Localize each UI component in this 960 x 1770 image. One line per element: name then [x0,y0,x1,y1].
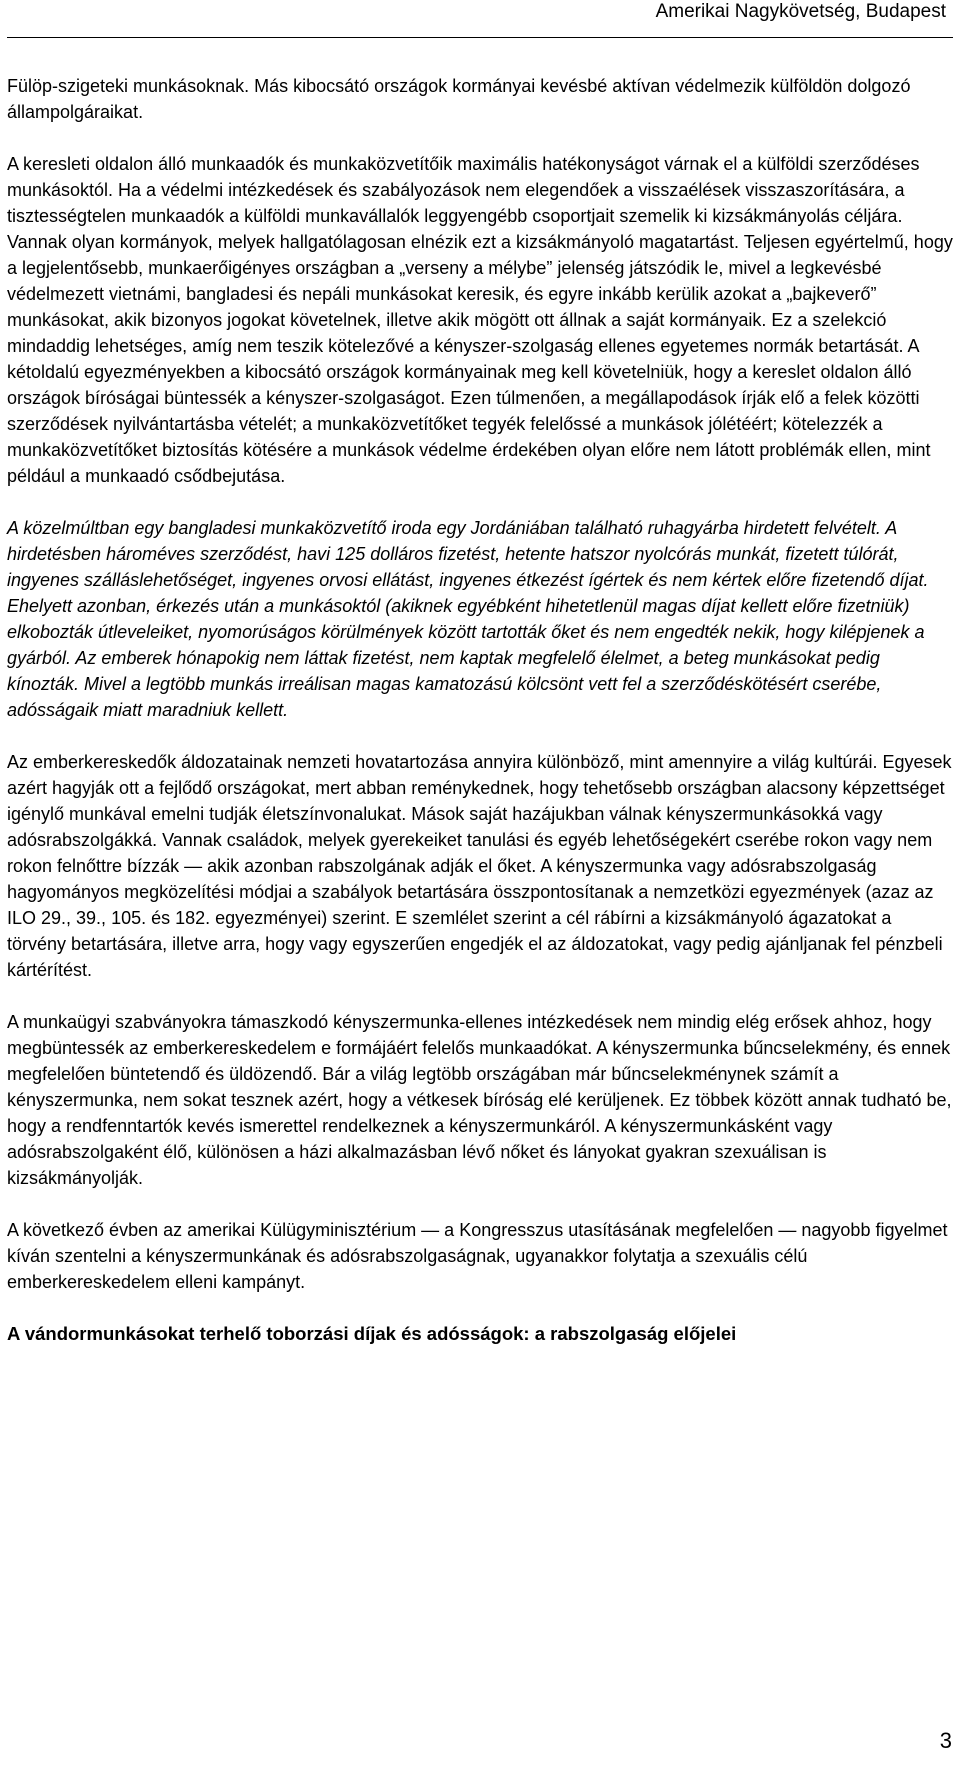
paragraph-6: A következő évben az amerikai Külügyminisztérium — a Kongresszus utasításának megfelelően — nagyobb figyelmet kíván szentelni a kényszermunkának és adósrabszolgaságnak, ugyanakkor folytatja a szexuális célú emberkereskedelem elleni kampányt. [7,1220,948,1292]
paragraph-1: Fülöp-szigeteki munkásoknak. Más kibocsátó országok kormányai kevésbé aktívan védelmezik külföldön dolgozó állampolgáraikat. [7,76,911,122]
paragraph-3-italic-example: A közelmúltban egy bangladesi munkaközvetítő iroda egy Jordániában található ruhagyárba hirdetett felvételt. A hirdetésben hároméves szerződést, havi 125 dolláros fizetést, hetente hatszor nyolcórás munkát, fizetett túlórát, ingyenes szálláslehetőséget, ingyenes orvosi ellátást, ingyenes étkezést ígértek és nem kértek előre fizetendő díjat. Ehelyett azonban, érkezés után a munkásoktól (akiknek egyébként hihetetlenül magas díjat kellett előre fizetniük) elkobozták útleveleiket, nyomorúságos körülmények között tartották őket és nem engedték nekik, hogy kilépjenek a gyárból. Az emberek hónapokig nem láttak fizetést, nem kaptak megfelelő élelmet, a beteg munkásokat pedig kínozták. Mivel a legtöbb munkás irreálisan magas kamatozású kölcsönt vett fel a szerződéskötésért cserébe, adósságaik miatt maradniuk kellett. [7,518,929,720]
paragraph-2: A keresleti oldalon álló munkaadók és munkaközvetítőik maximális hatékonyságot várnak el a külföldi szerződéses munkásoktól. Ha a védelmi intézkedések és szabályozások nem elegendőek a visszaélések visszaszorítására, a tisztességtelen munkaadók a külföldi munkavállalók leggyengébb csoportjait szemelik ki kizsákmányolás céljára. Vannak olyan kormányok, melyek hallgatólagosan elnézik ezt a kizsákmányoló magatartást. Teljesen egyértelmű, hogy a legjelentősebb, munkaerőigényes országban a „verseny a mélybe” jelenség játszódik le, mivel a legkevésbé védelmezett vietnámi, bangladesi és nepáli munkásokat keresik, és egyre inkább kerülik azokat a „bajkeverő” munkásokat, akik bizonyos jogokat követelnek, illetve akik mögött ott állnak a saját kormányaik. Ez a szelekció mindaddig lehetséges, amíg nem teszik kötelezővé a kényszer-szolgaság ellenes egyetemes normák betartását. A kétoldalú egyezményekben a kibocsátó országok kormányainak meg kell követelniük, hogy a kereslet oldalon álló országok bíróságai büntessék a kényszer-szolgaságot. Ezen túlmenően, a megállapodások írják elő a felek közötti szerződések nyilvántartásba vételét; a munkaközvetítőket tegyék felelőssé a munkások jólétéért; kötelezzék a munkaközvetítőket biztosítás kötésére a munkások védelme érdekében olyan előre nem látott problémák ellen, mint például a munkaadó csődbejutása. [7,154,953,486]
document-body [7,73,953,1373]
running-header: Amerikai Nagykövetség, Budapest [655,1,946,22]
paragraph-5: A munkaügyi szabványokra támaszkodó kényszermunka-ellenes intézkedések nem mindig elég erősek ahhoz, hogy megbüntessék az emberkereskedelem e formájáért felelős munkaadókat. A kényszermunka bűncselekmény, és ennek megfelelően büntetendő és üldözendő. Bár a világ legtöbb országában már bűncselekménynek számít a kényszermunka, nem sokat tesznek azért, hogy a vétkesek bíróság elé kerüljenek. Ez többek között annak tudható be, hogy a rendfenntartók kevés ismerettel rendelkeznek a kényszermunkáról. A kényszermunkásként vagy adósrabszolgaként élő, különösen a házi alkalmazásban lévő nőket és lányokat gyakran szexuálisan is kizsákmányolják. [7,1012,952,1188]
section-heading: A vándormunkásokat terhelő toborzási díjak és adósságok: a rabszolgaság előjelei [7,1323,737,1344]
page-number: 3 [939,1728,952,1753]
paragraph-4: Az emberkereskedők áldozatainak nemzeti hovatartozása annyira különböző, mint amennyire a világ kultúrái. Egyesek azért hagyják ott a fejlődő országokat, mert abban reménykednek, hogy tehetősebb országban alacsony képzettséget igénylő munkával emelni tudják életszínvonalukat. Mások saját hazájukban válnak kényszermunkásokká vagy adósrabszolgákká. Vannak családok, melyek gyerekeiket tanulási és egyéb lehetőségekért cserébe rokon vagy nem rokon felnőttre bízzák — akik azonban rabszolgának adják el őket. A kényszermunka vagy adósrabszolgaság hagyományos megközelítési módjai a szabályok betartására összpontosítanak a nemzetközi egyezmények (azaz az ILO 29., 39., 105. és 182. egyezményei) szerint. E szemlélet szerint a cél rábírni a kizsákmányoló ágazatokat a törvény betartására, illetve arra, hogy vagy egyszerűen engedjék el az áldozatokat, vagy pedig ajánljanak fel pénzbeli kártérítést. [7,752,952,980]
header-divider [7,37,953,38]
